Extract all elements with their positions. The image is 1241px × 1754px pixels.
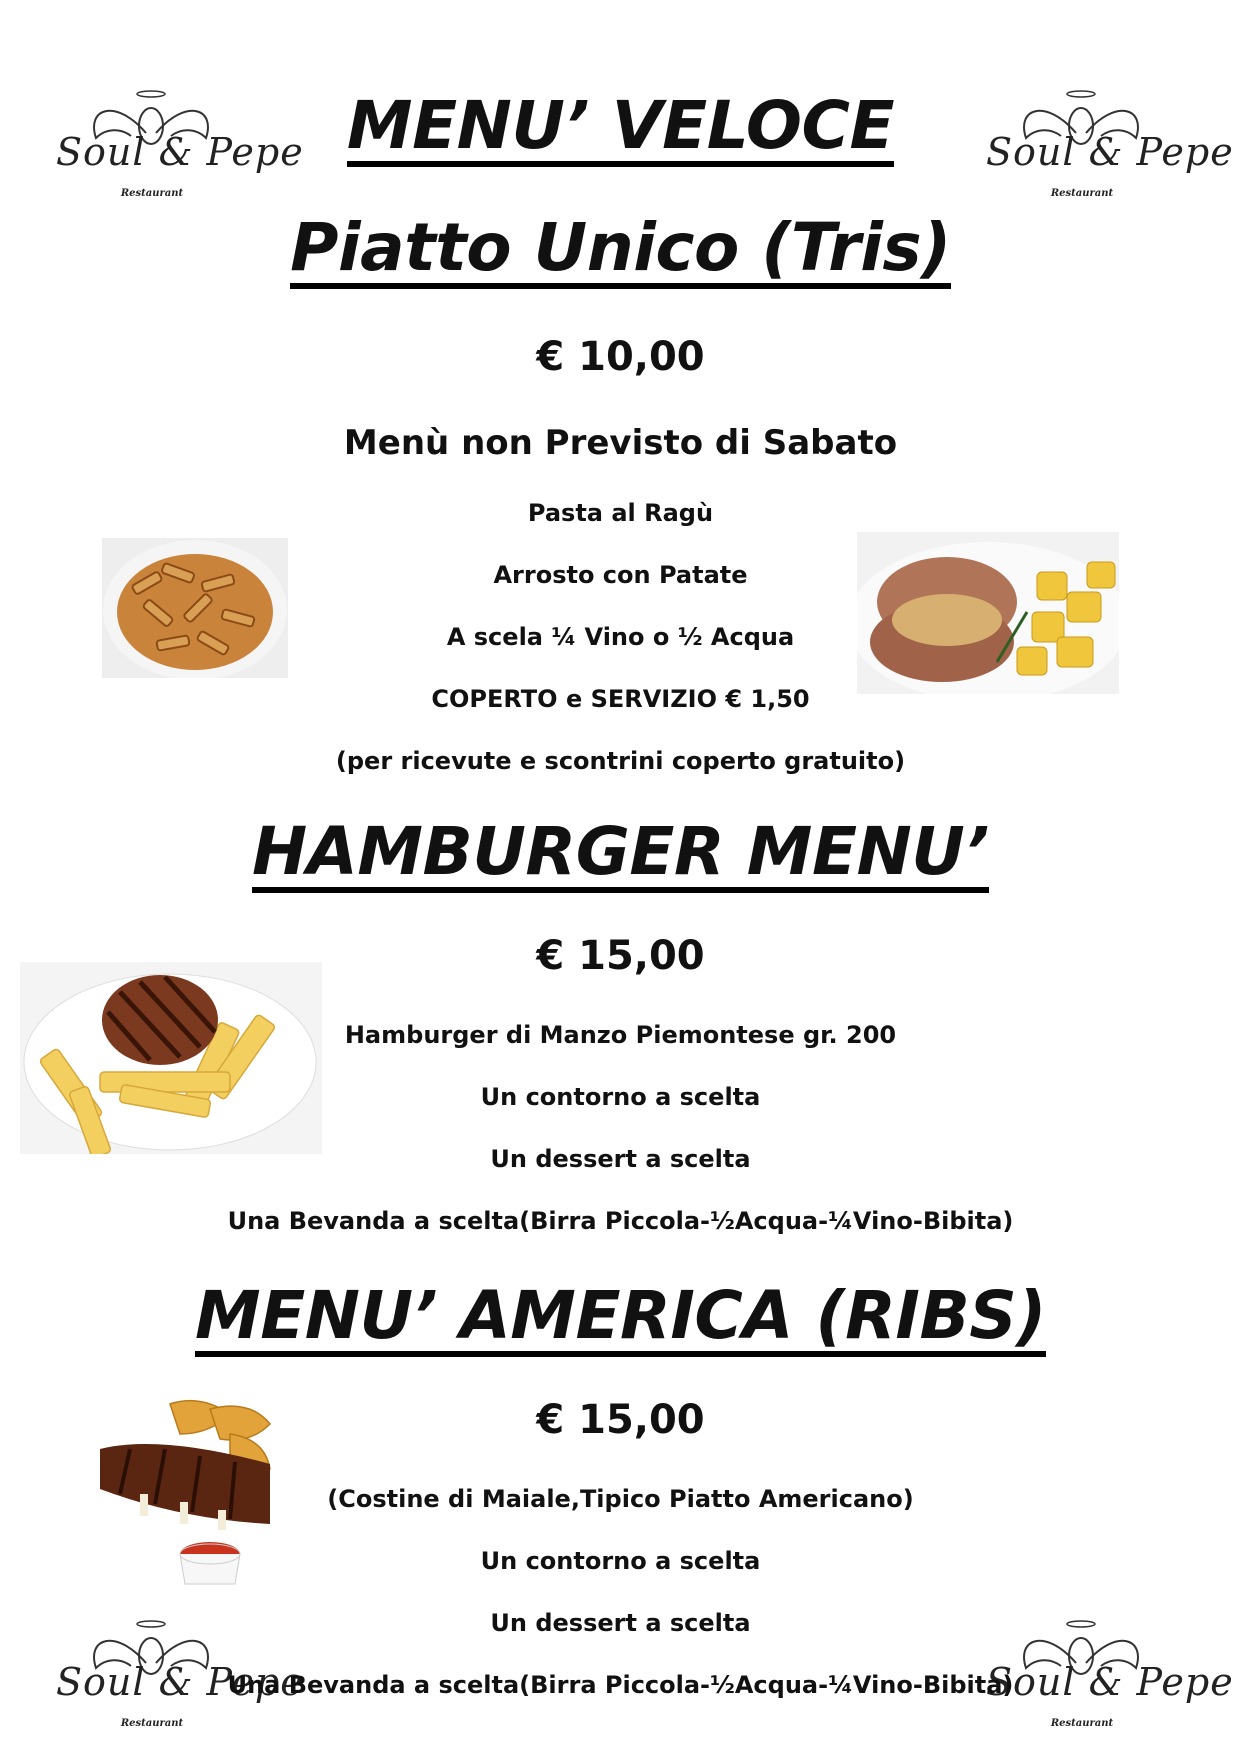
menu-line: A scela ¼ Vino o ½ Acqua xyxy=(446,623,795,651)
logo-tagline: Restaurant xyxy=(120,1718,184,1729)
menu-line: Una Bevanda a scelta(Birra Piccola-½Acqua-¼Vino-Bibita) xyxy=(227,1671,1014,1699)
logo-tagline: Restaurant xyxy=(1050,1718,1114,1729)
menu-line: Un dessert a scelta xyxy=(490,1609,751,1637)
logo-text: Soul & Pepe xyxy=(56,130,304,174)
menu-line: (per ricevute e scontrini coperto gratuito) xyxy=(335,747,906,775)
menu-line: Un dessert a scelta xyxy=(490,1145,751,1173)
menu-line: COPERTO e SERVIZIO € 1,50 xyxy=(431,685,810,713)
price-america: € 15,00 xyxy=(536,1397,705,1443)
logo-tagline: Restaurant xyxy=(1050,188,1114,199)
section-title-veloce: MENU’ VELOCE xyxy=(0,86,1241,167)
roast-image xyxy=(857,532,1119,694)
menu-line: Una Bevanda a scelta(Birra Piccola-½Acqua-¼Vino-Bibita) xyxy=(227,1207,1014,1235)
note-sabato: Menù non Previsto di Sabato xyxy=(343,423,898,463)
logo-text: Soul & Pepe xyxy=(986,130,1234,174)
menu-line: (Costine di Maiale,Tipico Piatto Americano) xyxy=(327,1485,914,1513)
menu-line: Pasta al Ragù xyxy=(527,499,714,527)
section-title-hamburger: HAMBURGER MENU’ xyxy=(0,812,1241,893)
hamburger-image xyxy=(20,962,322,1154)
section-title-america: MENU’ AMERICA (RIBS) xyxy=(0,1276,1241,1357)
logo-text: Soul & Pepe xyxy=(986,1660,1234,1704)
logo-tagline: Restaurant xyxy=(120,188,184,199)
section-subtitle-tris: Piatto Unico (Tris) xyxy=(0,208,1241,289)
menu-line: Arrosto con Patate xyxy=(493,561,748,589)
menu-line: Hamburger di Manzo Piemontese gr. 200 xyxy=(344,1021,897,1049)
price-hamburger: € 15,00 xyxy=(536,933,705,979)
price-veloce: € 10,00 xyxy=(536,334,705,380)
ribs-image xyxy=(100,1394,272,1594)
pasta-image xyxy=(102,538,288,678)
menu-line: Un contorno a scelta xyxy=(480,1547,761,1575)
logo-text: Soul & Pepe xyxy=(56,1660,304,1704)
menu-line: Un contorno a scelta xyxy=(480,1083,761,1111)
